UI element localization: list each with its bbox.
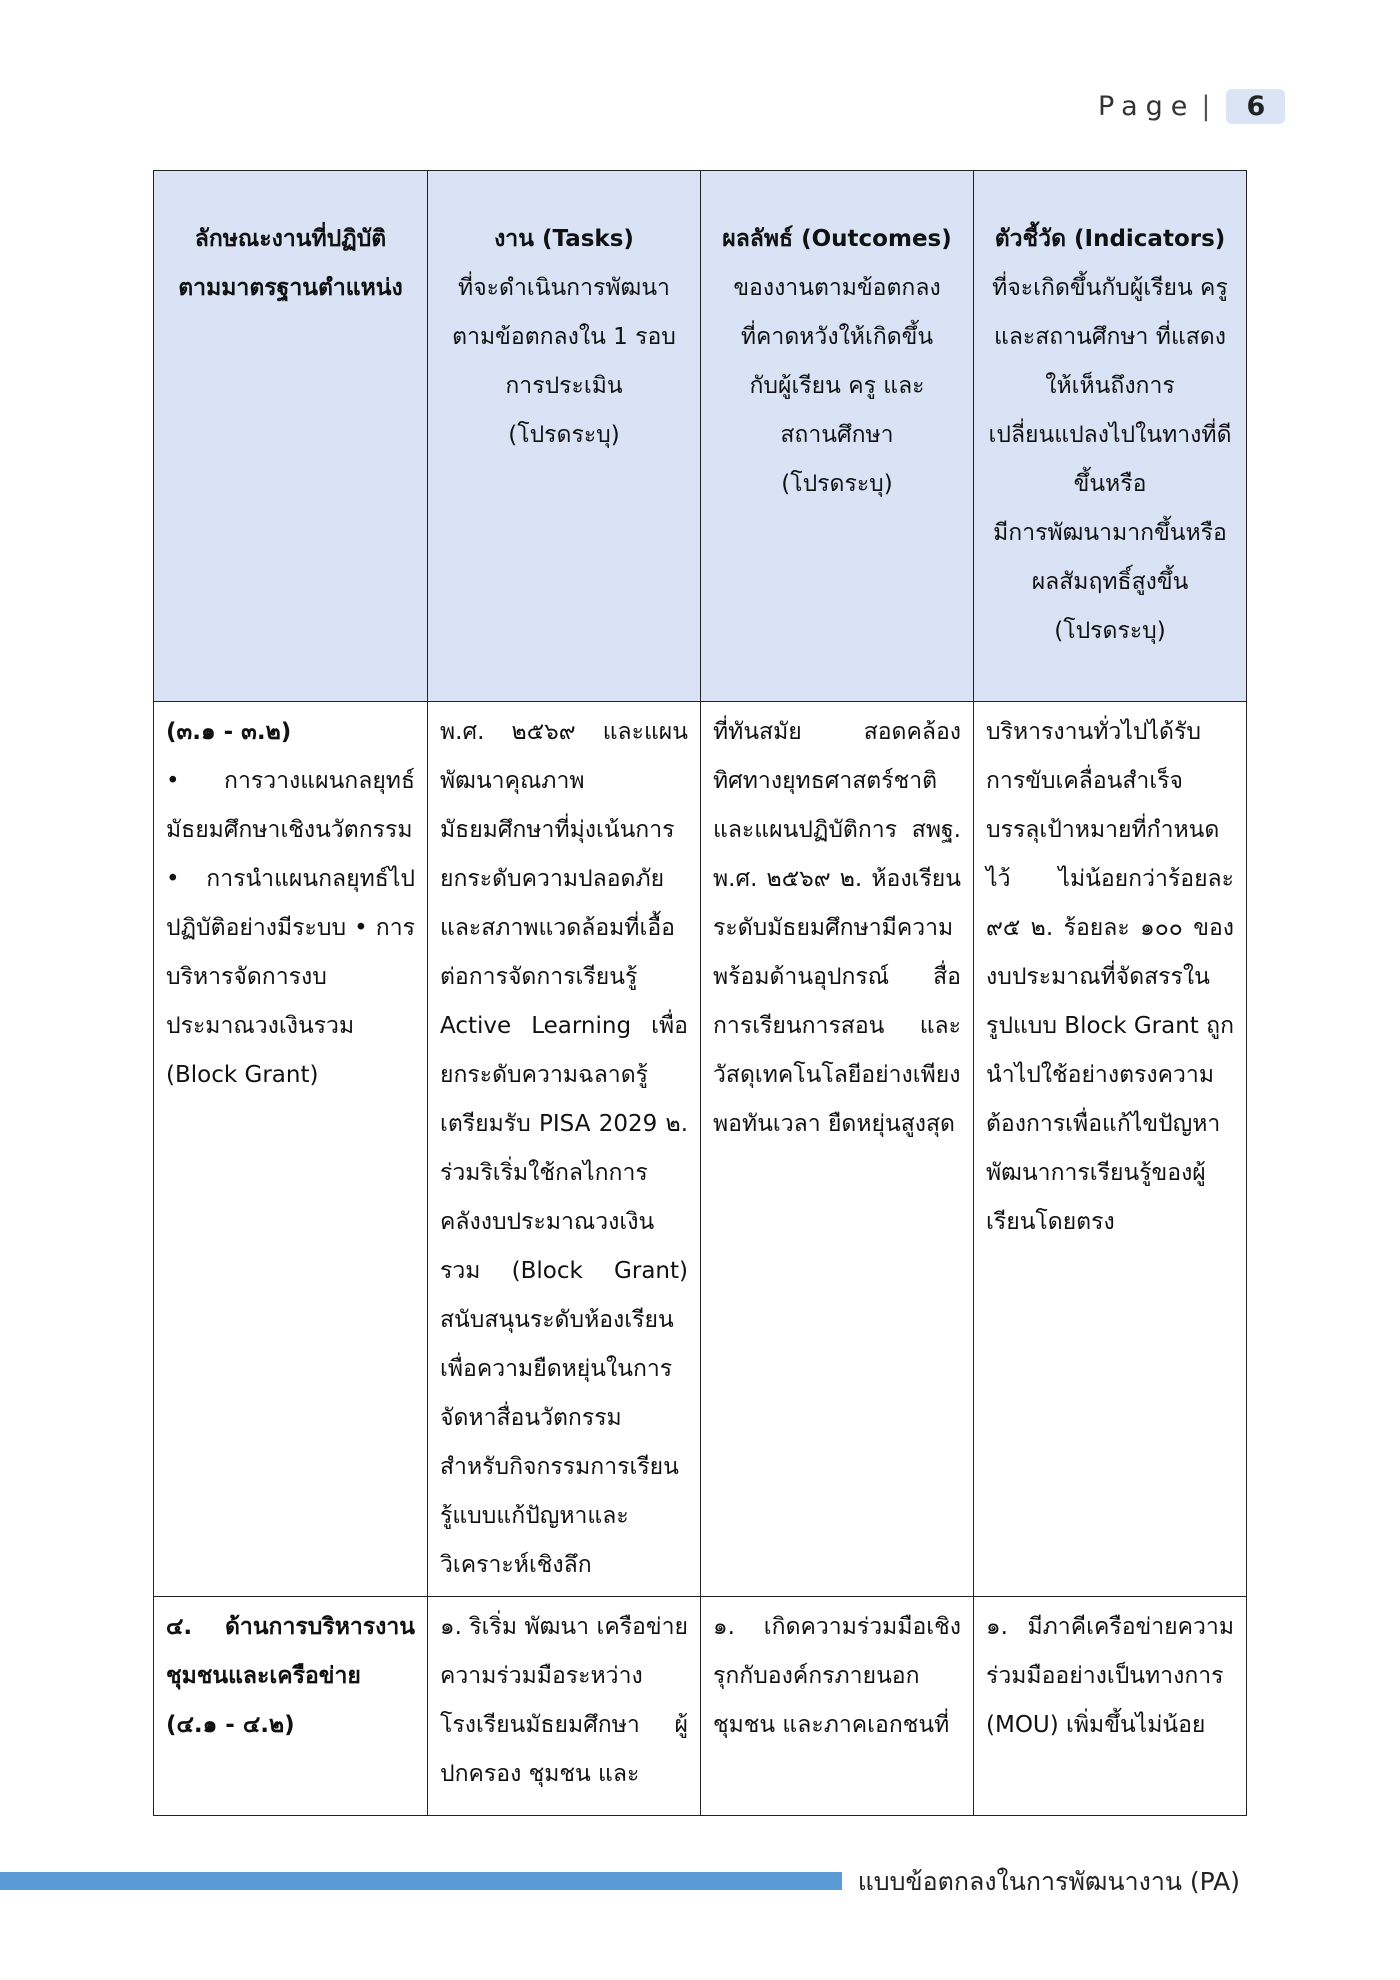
header-cell-tasks: [428, 171, 701, 702]
header-cell-indicators: [974, 171, 1247, 702]
header-title: ตัวชี้วัด (Indicators): [994, 226, 1226, 252]
header-line: ที่คาดหวังให้เกิดขึ้น: [740, 324, 934, 350]
header-line: สถานศึกษา: [780, 422, 894, 448]
header-line: ผลสัมฤทธิ์สูงขึ้น: [1031, 569, 1189, 595]
header-line: กับผู้เรียน ครู และ: [749, 373, 925, 399]
cell-outcomes: ที่ทันสมัย สอดคล้องทิศทางยุทธศาสตร์ชาติและแผนปฏิบัติการ สพฐ. พ.ศ. ๒๕๖๙ ๒. ห้องเรียนระดับมัธยมศึกษามีความพร้อมด้านอุปกรณ์ สื่อการเรียนการสอน และวัสดุเทคโนโลยีอย่างเพียงพอทันเวลา ยืดหยุ่นสูงสุด: [701, 702, 974, 1597]
header-line: มีการพัฒนามากขึ้นหรือ: [993, 520, 1227, 546]
page-header: [1098, 86, 1285, 126]
table-header-row: [154, 171, 1247, 702]
page-label: Page: [1098, 90, 1196, 122]
page-number: 6: [1226, 89, 1285, 124]
header-line: (โปรดระบุ): [781, 471, 893, 497]
header-title: ผลลัพธ์ (Outcomes): [722, 226, 952, 252]
header-line: ของงานตามข้อตกลง: [733, 275, 941, 301]
cell-tasks: พ.ศ. ๒๕๖๙ และแผนพัฒนาคุณภาพมัธยมศึกษาที่มุ่งเน้นการยกระดับความปลอดภัยและสภาพแวดล้อมที่เอื้อต่อการจัดการเรียนรู้ Active Learning เพื่อยกระดับความฉลาดรู้เตรียมรับ PISA 2029 ๒. ร่วมริเริ่มใช้กลไกการคลังงบประมาณวงเงินรวม (Block Grant) สนับสนุนระดับห้องเรียนเพื่อความยืดหยุ่นในการจัดหาสื่อนวัตกรรมสำหรับกิจกรรมการเรียนรู้แบบแก้ปัญหาและวิเคราะห์เชิงลึก: [428, 702, 701, 1597]
cell-standard: ๔. ด้านการบริหารงานชุมชนและเครือข่าย (๔.๑ - ๔.๒): [154, 1597, 428, 1816]
pa-agreement-table: [153, 170, 1247, 1816]
header-line: (โปรดระบุ): [1054, 618, 1166, 644]
header-line: ที่จะดำเนินการพัฒนา: [458, 275, 670, 301]
cell-standard: [154, 702, 428, 1597]
header-line: ตามมาตรฐานตำแหน่ง: [178, 275, 403, 301]
cell-outcomes: ๑. เกิดความร่วมมือเชิงรุกกับองค์กรภายนอกชุมชน และภาคเอกชนที่: [701, 1597, 974, 1816]
page-separator: |: [1201, 90, 1211, 122]
cell-tasks: ๑. ริเริ่ม พัฒนา เครือข่ายความร่วมมือระหว่างโรงเรียนมัธยมศึกษา ผู้ปกครอง ชุมชน และ: [428, 1597, 701, 1816]
header-line: ที่จะเกิดขึ้นกับผู้เรียน ครู: [992, 275, 1228, 301]
footer-title: แบบข้อตกลงในการพัฒนางาน (PA): [857, 1867, 1240, 1896]
footer-bar: [0, 1872, 842, 1890]
header-cell-standard: [154, 171, 428, 702]
header-line: ตามข้อตกลงใน 1 รอบ: [452, 324, 676, 350]
header-line: ขึ้นหรือ: [1073, 471, 1147, 497]
cell-indicators: บริหารงานทั่วไปได้รับการขับเคลื่อนสำเร็จบรรลุเป้าหมายที่กำหนดไว้ ไม่น้อยกว่าร้อยละ ๙๕ ๒. ร้อยละ ๑๐๐ ของงบประมาณที่จัดสรรในรูปแบบ Block Grant ถูกนำไปใช้อย่างตรงความต้องการเพื่อแก้ไขปัญหาพัฒนาการเรียนรู้ของผู้เรียนโดยตรง: [974, 702, 1247, 1597]
standard-code: (๓.๑ - ๓.๒): [166, 719, 292, 745]
header-line: เปลี่ยนแปลงไปในทางที่ดี: [988, 422, 1232, 448]
cell-indicators: ๑. มีภาคีเครือข่ายความร่วมมืออย่างเป็นทางการ (MOU) เพิ่มขึ้นไม่น้อย: [974, 1597, 1247, 1816]
header-line: (โปรดระบุ): [508, 422, 620, 448]
header-title: ลักษณะงานที่ปฏิบัติ: [194, 226, 387, 252]
table-row: [154, 1597, 1247, 1816]
header-line: ให้เห็นถึงการ: [1045, 373, 1175, 399]
header-cell-outcomes: [701, 171, 974, 702]
header-title: งาน (Tasks): [494, 226, 634, 252]
standard-text: • การวางแผนกลยุทธ์มัธยมศึกษาเชิงนวัตกรรม • การนำแผนกลยุทธ์ไปปฏิบัติอย่างมีระบบ • การบริหารจัดการงบประมาณวงเงินรวม (Block Grant): [166, 768, 415, 1088]
table-row: [154, 702, 1247, 1597]
header-line: และสถานศึกษา ที่แสดง: [994, 324, 1226, 350]
header-line: การประเมิน: [505, 373, 623, 399]
